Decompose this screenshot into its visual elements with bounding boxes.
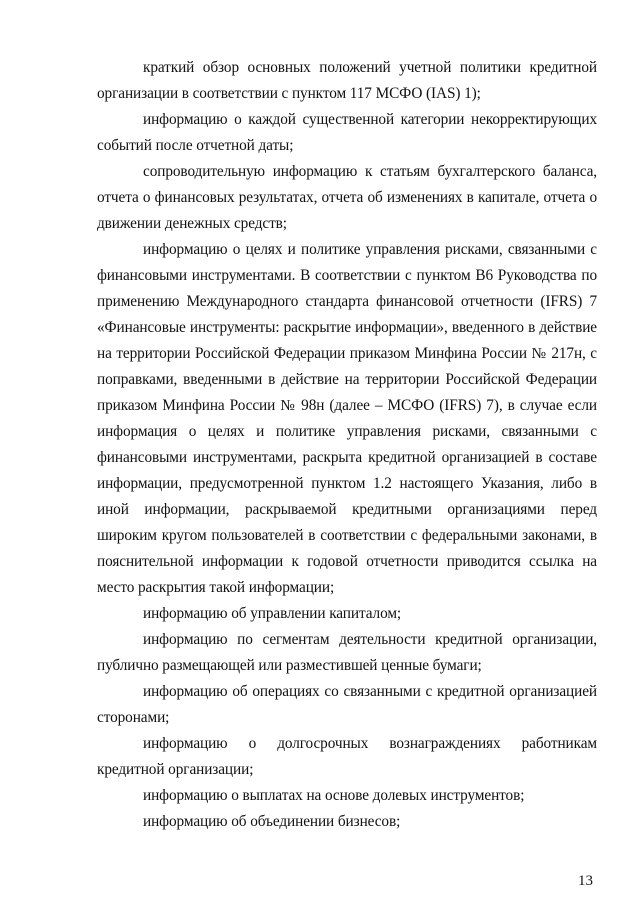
paragraph-risk-management: информацию о целях и политике управления рисками, связанными с финансовыми инструментами. В соответствии с пунктом В6 Руководства по применению Международного стандарта финансовой отчетности (IFRS) 7 «Финансовые инструменты: раскрытие информации», введенного в действие на территории Российской Федерации приказом Минфина России № 217н, с поправками, введенными в действие на территории Российской Федерации приказом Минфина России № 98н (далее – МСФО (IFRS) 7), в случае если информация о целях и политике управления рисками, связанными с финансовыми инструментами, раскрыта кредитной организацией в составе информации, предусмотренной пунктом 1.2 настоящего Указания, либо в иной информации, раскрываемой кредитными организациями перед широким кругом пользователей в соответствии с федеральными законами, в пояснительной информации к годовой отчетности приводится ссылка на место раскрытия такой информации; xyxy=(97,241,597,596)
paragraph-capital-management: информацию об управлении капиталом; xyxy=(143,605,402,622)
paragraph-non-adjusting-events: информацию о каждой существенной категории некорректирующих событий после отчетной даты; xyxy=(97,111,597,154)
paragraph-business-combinations: информацию об объединении бизнесов; xyxy=(143,813,401,830)
paragraph-share-based-payments: информацию о выплатах на основе долевых инструментов; xyxy=(143,787,525,804)
paragraph-related-parties: информацию об операциях со связанными с кредитной организацией сторонами; xyxy=(97,683,597,726)
paragraph-long-term-benefits: информацию о долгосрочных вознаграждениях работникам кредитной организации; xyxy=(97,735,597,778)
body-text xyxy=(97,55,597,835)
paragraph-accounting-policy-overview: краткий обзор основных положений учетной политики кредитной организации в соответствии с пунктом 117 МСФО (IAS) 1); xyxy=(97,59,597,102)
paragraph-segments: информацию по сегментам деятельности кредитной организации, публично размещающей или разместившей ценные бумаги; xyxy=(97,631,597,674)
paragraph-supporting-information: сопроводительную информацию к статьям бухгалтерского баланса, отчета о финансовых результатах, отчета об изменениях в капитале, отчета о движении денежных средств; xyxy=(97,163,597,232)
page-number: 13 xyxy=(578,873,593,889)
